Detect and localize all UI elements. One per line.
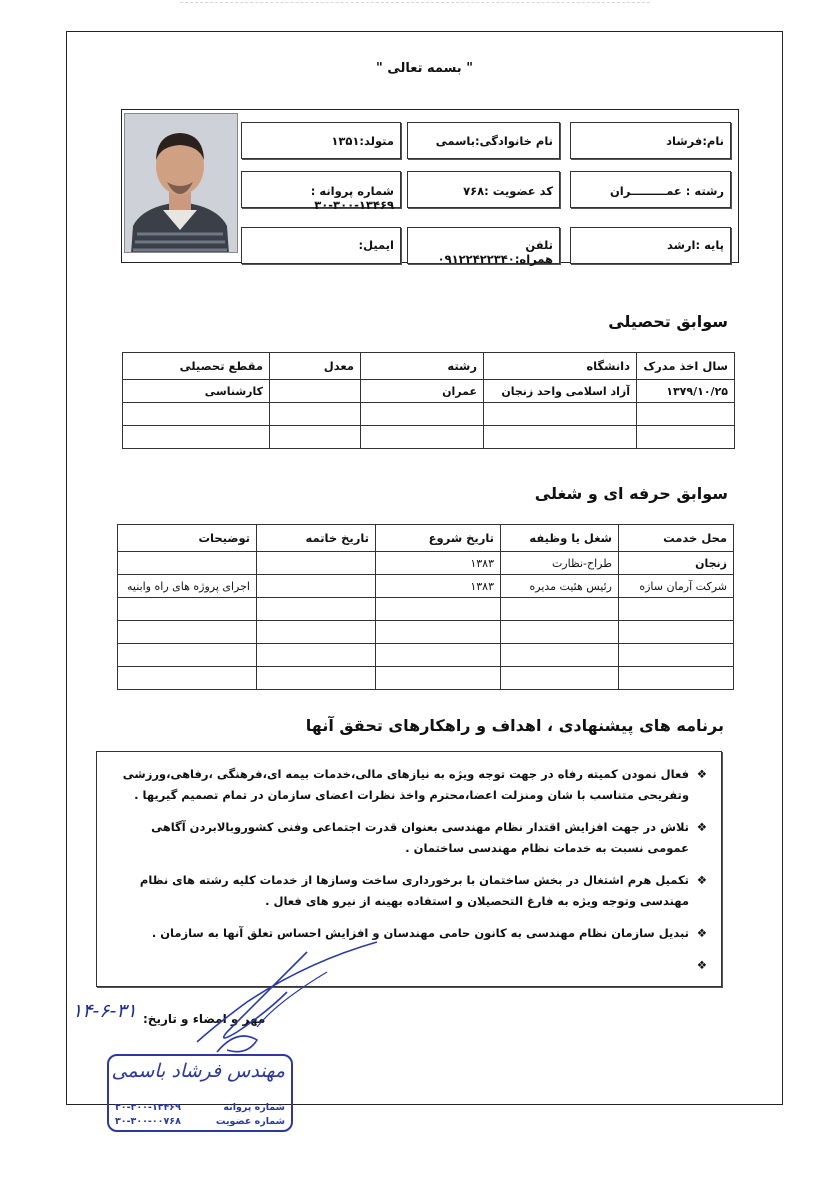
- professional-cell: [501, 598, 619, 621]
- education-cell: ۱۳۷۹/۱۰/۲۵: [637, 380, 735, 403]
- stamp-membership-label: شماره عضویت: [215, 1116, 285, 1127]
- professional-cell: [376, 621, 501, 644]
- education-header-row: [123, 353, 735, 380]
- table-row: [118, 575, 734, 598]
- family-name-field: نام خانوادگی:باسمی: [407, 122, 560, 159]
- table-row: [118, 667, 734, 690]
- professional-cell: [376, 667, 501, 690]
- handwritten-signature-icon: [127, 932, 387, 1062]
- professional-cell: [501, 667, 619, 690]
- table-row: [118, 644, 734, 667]
- professional-col-end: تاریخ خاتمه: [257, 525, 376, 552]
- diamond-bullet-icon: ❖: [696, 767, 707, 781]
- diamond-bullet-icon: ❖: [696, 820, 707, 834]
- professional-cell: [619, 598, 734, 621]
- professional-cell: [257, 552, 376, 575]
- education-cell: [123, 403, 270, 426]
- table-row: [118, 552, 734, 575]
- stamp-membership-line: [115, 1116, 285, 1127]
- goal-text: تبدیل سازمان نظام مهندسی به کانون حامی مهندسان و افزایش احساس تعلق آنها به سازمان .: [151, 926, 689, 940]
- education-col-gpa: معدل: [270, 353, 361, 380]
- education-col-year: سال اخذ مدرک: [637, 353, 735, 380]
- professional-table: [117, 524, 734, 690]
- professional-cell: [619, 667, 734, 690]
- education-cell: آزاد اسلامی واحد زنجان: [484, 380, 637, 403]
- professional-header-row: [118, 525, 734, 552]
- education-cell: [637, 426, 735, 449]
- professional-cell: شرکت آرمان سازه: [619, 575, 734, 598]
- table-row: [123, 426, 735, 449]
- professional-cell: [118, 667, 257, 690]
- education-cell: [484, 403, 637, 426]
- education-cell: [361, 426, 484, 449]
- professional-cell: [257, 598, 376, 621]
- name-field: نام:فرشاد: [570, 122, 731, 159]
- education-table: [122, 352, 735, 449]
- field-of-study-field: رشته : عمـــــــــران: [570, 171, 731, 208]
- goals-title: برنامه های پیشنهادی ، اهداف و راهکارهای تحقق آنها: [305, 716, 724, 735]
- professional-cell: [118, 621, 257, 644]
- professional-col-location: محل خدمت: [619, 525, 734, 552]
- professional-cell: [257, 621, 376, 644]
- professional-cell: [257, 644, 376, 667]
- professional-col-job: شغل یا وظیفه: [501, 525, 619, 552]
- person-photo-icon: [124, 114, 237, 253]
- professional-cell: اجرای پروژه های راه وابنیه: [118, 575, 257, 598]
- professional-cell: زنجان: [619, 552, 734, 575]
- scan-artifact: [180, 2, 650, 11]
- email-field: ایمیل:: [241, 227, 401, 264]
- diamond-bullet-icon: ❖: [696, 873, 707, 887]
- signature-label: مهر و امضاء و تاریخ:: [143, 1012, 266, 1026]
- education-col-field: رشته: [361, 353, 484, 380]
- professional-cell: [501, 644, 619, 667]
- mobile-field: تلفن همراه:۰۹۱۲۲۴۲۲۳۴۰: [407, 227, 560, 264]
- stamp-license-label: شماره پروانه: [223, 1102, 285, 1113]
- education-cell: [637, 403, 735, 426]
- diamond-bullet-icon: ❖: [696, 926, 707, 940]
- table-row: [118, 598, 734, 621]
- professional-cell: [257, 575, 376, 598]
- professional-cell: [257, 667, 376, 690]
- professional-cell: [501, 621, 619, 644]
- stamp-license-line: [115, 1102, 285, 1113]
- professional-cell: [118, 644, 257, 667]
- professional-cell: ۱۳۸۳: [376, 575, 501, 598]
- page-heading: " بسمه تعالی ": [376, 61, 473, 76]
- professional-cell: طراح-نظارت: [501, 552, 619, 575]
- professional-col-notes: توضیحات: [118, 525, 257, 552]
- goal-item: [113, 817, 707, 859]
- education-cell: [123, 426, 270, 449]
- professional-cell: [376, 644, 501, 667]
- education-cell: [361, 403, 484, 426]
- handwritten-date: ۱۴-۶-۳۱: [72, 1000, 137, 1022]
- form-page: [66, 31, 783, 1127]
- table-row: [123, 403, 735, 426]
- professional-cell: [118, 552, 257, 575]
- education-title: سوابق تحصیلی: [608, 312, 728, 331]
- education-cell: [270, 403, 361, 426]
- goal-text: فعال نمودن کمیته رفاه در جهت توجه ویژه به نیازهای مالی،خدمات بیمه ای،فرهنگی ،رفاهی،ورزشی وتفریحی متناسب با شان ومنزلت اعضا،محترم واخذ نظرات اعضای سازمان در تمام تصمیم گیریها .: [122, 767, 689, 802]
- birth-field: متولد:۱۳۵۱: [241, 122, 401, 159]
- education-cell: [270, 426, 361, 449]
- grade-field: پایه :ارشد: [570, 227, 731, 264]
- engineer-stamp: [107, 1054, 293, 1132]
- professional-cell: رئیس هئیت مدیره: [501, 575, 619, 598]
- professional-title: سوابق حرفه ای و شغلی: [534, 484, 728, 503]
- profile-photo: [124, 113, 238, 253]
- professional-cell: [619, 621, 734, 644]
- education-col-degree: مقطع تحصیلی: [123, 353, 270, 380]
- education-cell: کارشناسی: [123, 380, 270, 403]
- table-row: [118, 621, 734, 644]
- stamp-license-value: ۳۰-۳۰۰-۱۳۴۶۹: [115, 1102, 181, 1113]
- diamond-bullet-icon: ❖: [696, 958, 707, 972]
- goal-item: [113, 764, 707, 806]
- stamp-membership-value: ۳۰-۳۰۰-۰۰۷۶۸: [115, 1116, 181, 1127]
- stamp-name: مهندس فرشاد باسمی: [111, 1060, 285, 1082]
- license-number-field: شماره پروانه : ۱۳۴۶۹-۳۰۰-۳۰: [241, 171, 401, 208]
- education-cell: [484, 426, 637, 449]
- education-cell: [270, 380, 361, 403]
- education-cell: عمران: [361, 380, 484, 403]
- membership-code-field: کد عضویت :۷۶۸: [407, 171, 560, 208]
- professional-cell: ۱۳۸۳: [376, 552, 501, 575]
- professional-col-start: تاریخ شروع: [376, 525, 501, 552]
- professional-cell: [376, 598, 501, 621]
- goal-text: تکمیل هرم اشتغال در بخش ساختمان با برخورداری ساخت وسازها از خدمات کلیه رشته های نظام مهندسی وتوجه ویژه به فارغ التحصیلان و استفاده بهینه از نیرو های فعال .: [139, 873, 689, 908]
- education-col-university: دانشگاه: [484, 353, 637, 380]
- table-row: [123, 380, 735, 403]
- goal-item: [113, 870, 707, 912]
- professional-cell: [118, 598, 257, 621]
- goal-text: تلاش در جهت افزایش اقتدار نظام مهندسی بعنوان قدرت اجتماعی وفنی کشوروبالابردن آگاهی عمومی نسبت به خدمات نظام مهندسی ساختمان .: [151, 820, 689, 855]
- professional-cell: [619, 644, 734, 667]
